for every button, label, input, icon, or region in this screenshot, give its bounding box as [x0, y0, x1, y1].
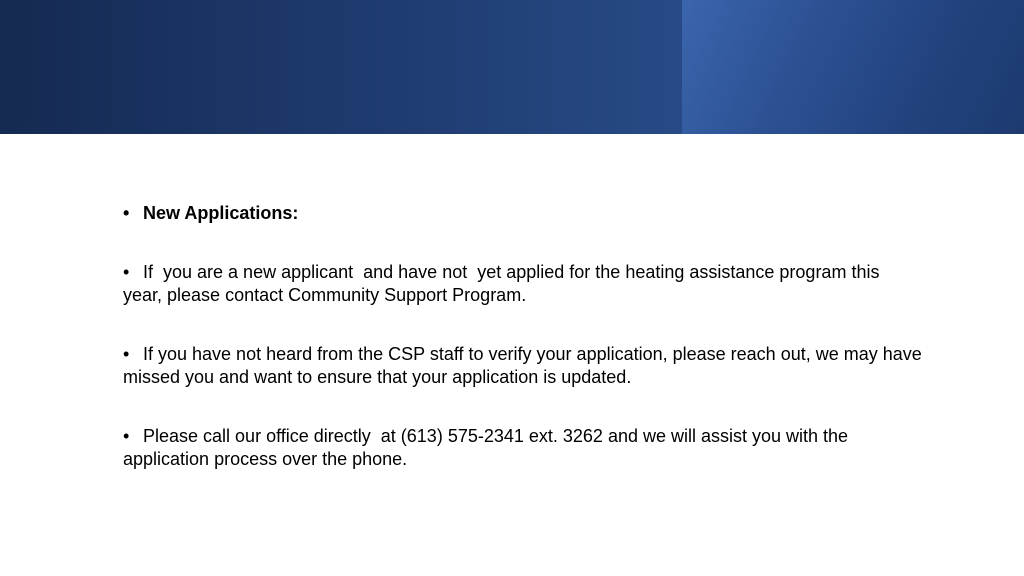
- bullet-icon: •: [123, 262, 130, 282]
- header-banner: [0, 0, 1024, 134]
- section-heading: New Applications:: [143, 203, 299, 223]
- banner-highlight: [682, 0, 1024, 134]
- heading-item: [123, 202, 923, 225]
- bullet-icon: •: [123, 344, 130, 364]
- paragraph-new-applicant: [123, 261, 923, 307]
- paragraph-text: If you have not heard from the CSP staff to verify your application, please reach out, we may have missed you and want to ensure that your application is updated.: [123, 344, 922, 387]
- bullet-icon: •: [123, 203, 130, 223]
- paragraph-verify: [123, 343, 923, 389]
- paragraph-text: If you are a new applicant and have not yet applied for the heating assistance program this year, please contact Community Support Program.: [123, 262, 885, 305]
- paragraph-text: Please call our office directly at (613) 575-2341 ext. 3262 and we will assist you with the application process over the phone.: [123, 426, 854, 469]
- slide-body: [123, 202, 923, 471]
- bullet-icon: •: [123, 426, 130, 446]
- paragraph-contact: [123, 425, 923, 471]
